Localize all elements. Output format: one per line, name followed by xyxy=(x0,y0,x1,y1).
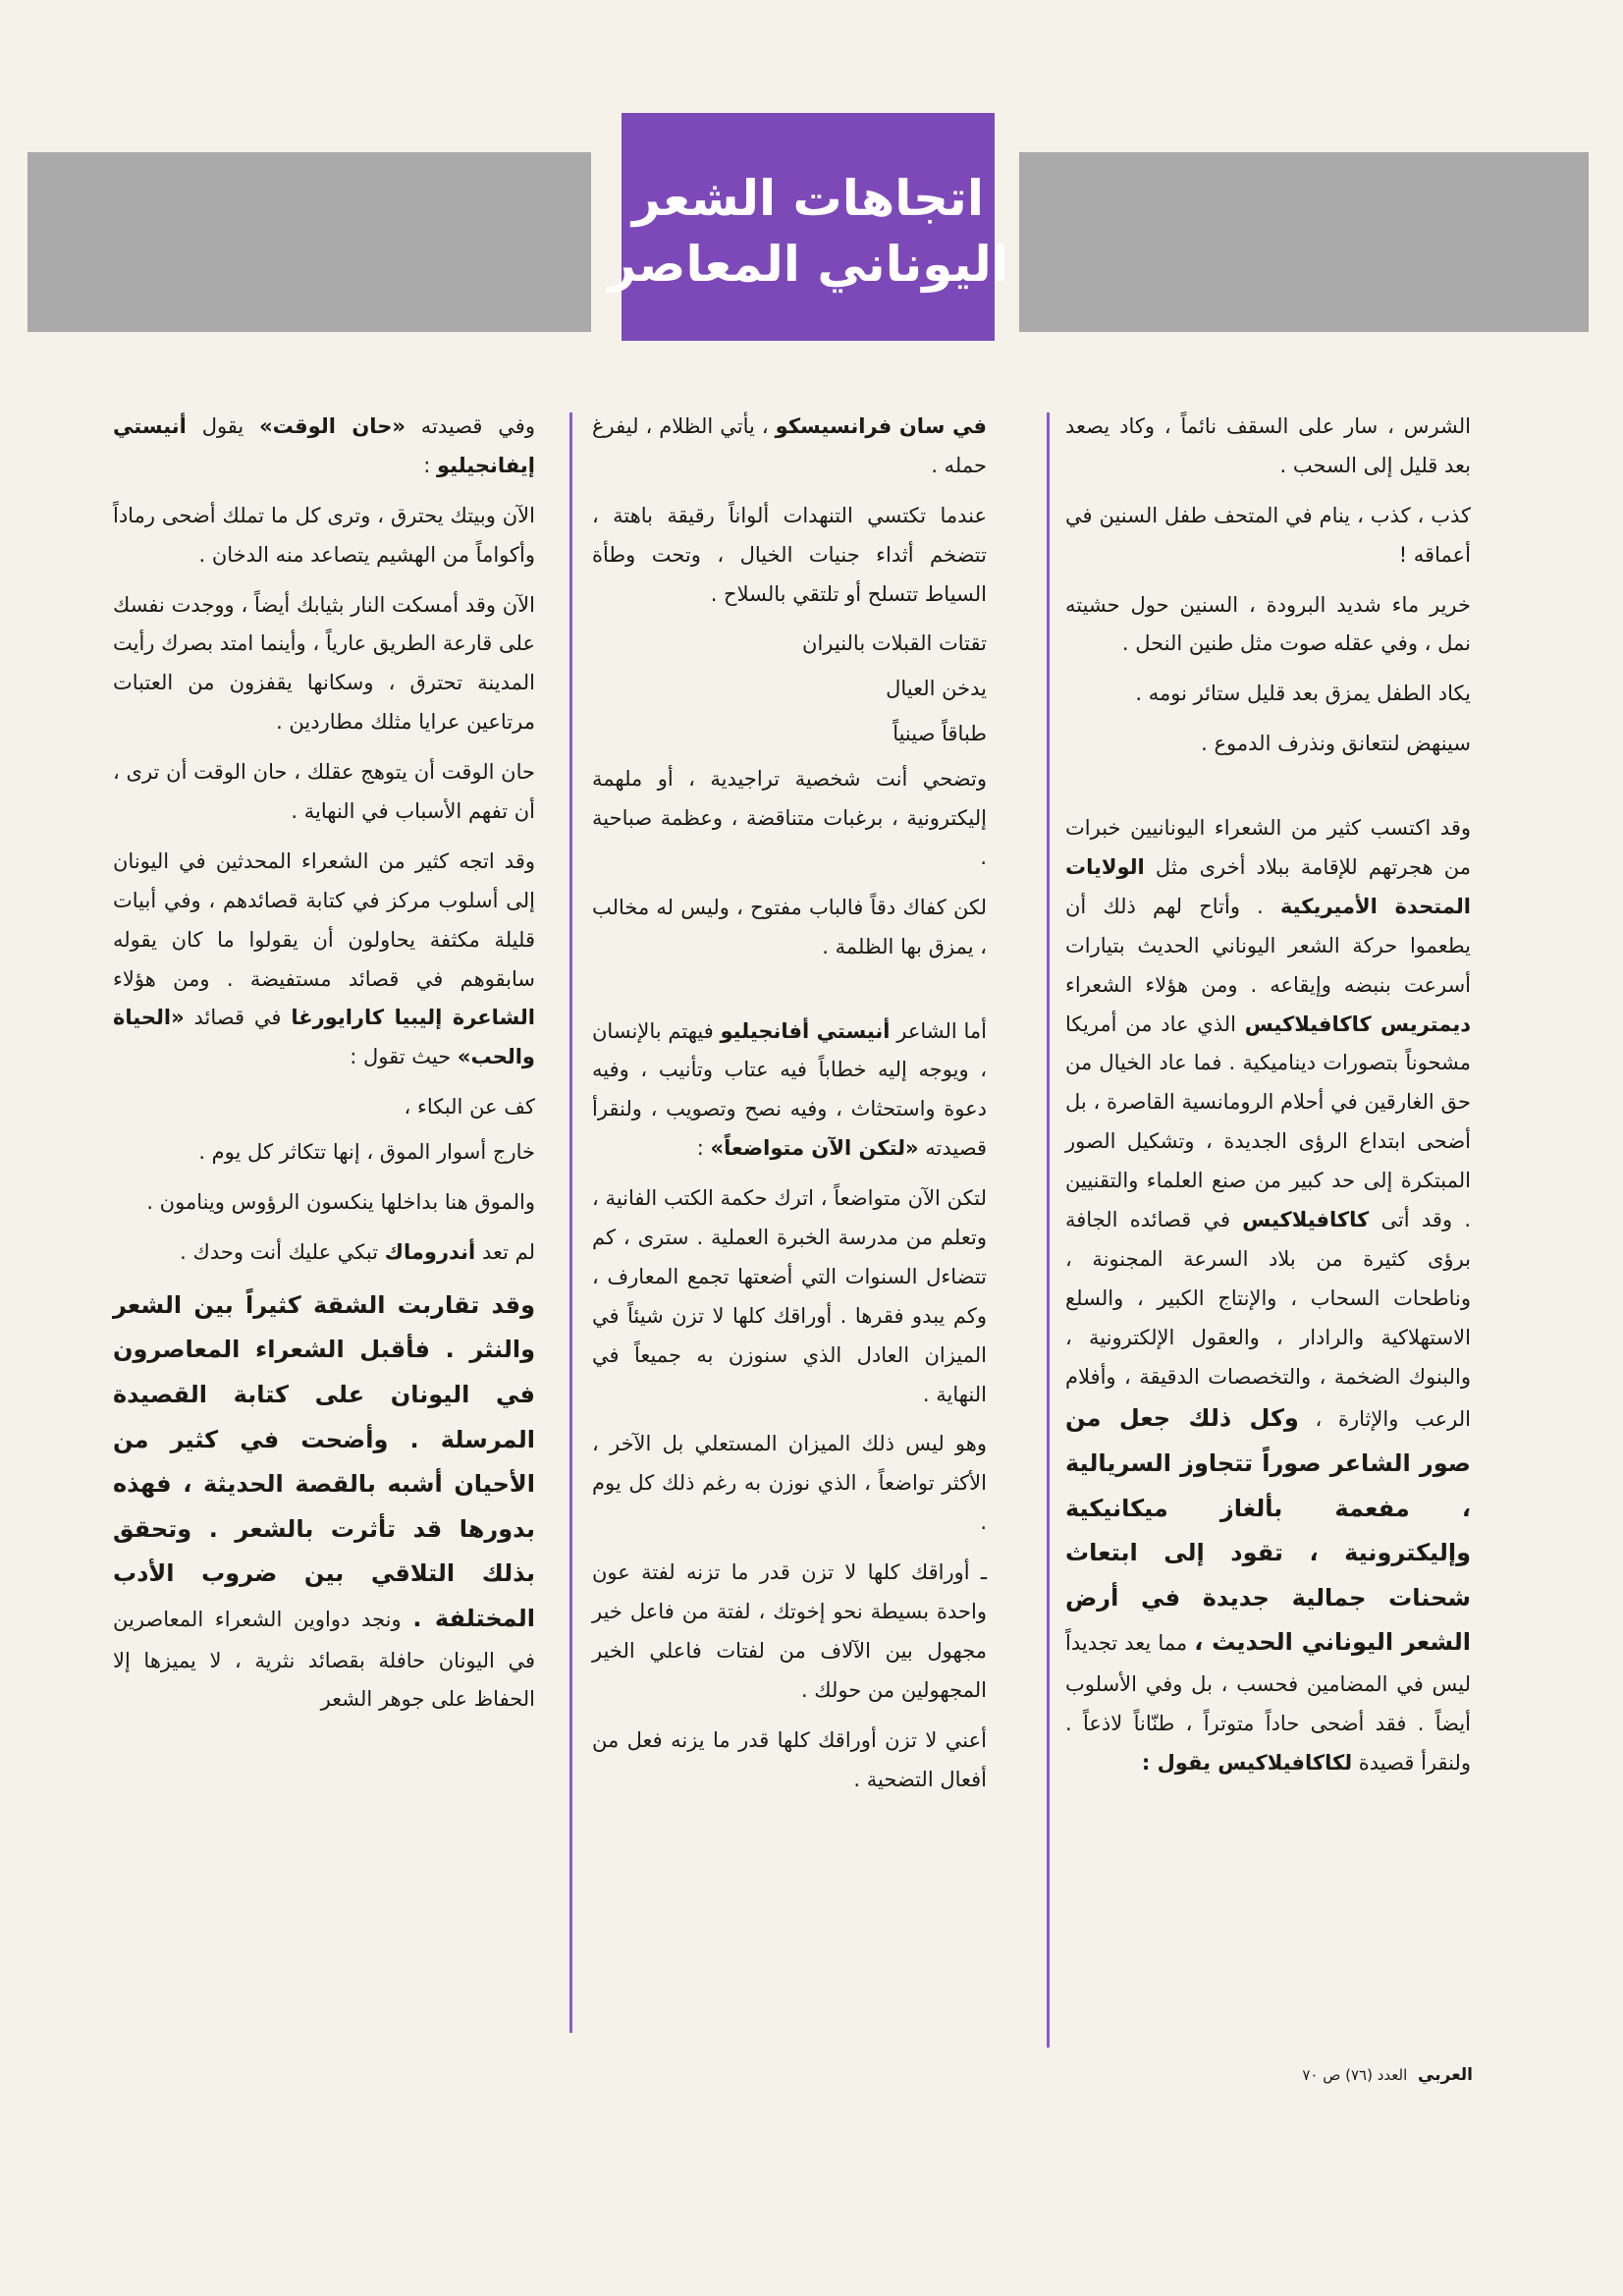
page-title-line-2: اليوناني المعاصر xyxy=(608,236,1008,293)
poem-paragraph: لم تعد أندروماك تبكي عليك أنت وحدك . xyxy=(180,1239,535,1264)
poem-paragraph: الآن وقد أمسكت النار بثيابك أيضاً ، ووجدت نفسك على قارعة الطريق عارياً ، وأينما امتد بصرك رأيت المدينة تحترق ، وسكانها يقفزون من العتبات مرتاعين عرايا مثلك مطاردين . xyxy=(113,592,535,735)
verse-line: كف عن البكاء ، xyxy=(404,1095,535,1120)
poem-paragraph: وتضحي أنت شخصية تراجيدية ، أو ملهمة إليكترونية ، برغبات متناقضة ، وعظمة صباحية . xyxy=(592,767,987,869)
column-divider xyxy=(569,412,572,2033)
emphasized-text: في سان فرانسيسكو xyxy=(775,414,987,438)
article-paragraph-prose-poem: وقد تقاربت الشقة كثيراً بين الشعر والنثر . فأقبل الشعراء المعاصرون في اليونان على كتابة القصيدة المرسلة . وأضحت في كثير من الأحيان أشبه بالقصة الحديثة ، فهذه بدورها قد تأثرت بالشعر . وتحقق بذلك التلاقي بين ضروب الأدب المختلفة . ونجد دواوين الشعراء المعاصرين في اليونان حافلة بقصائد نثرية ، لا يميزها إلا الحفاظ على جوهر الشعر xyxy=(113,1290,535,1712)
page-footer xyxy=(1286,2065,1473,2085)
poem-paragraph: الآن وبيتك يحترق ، وترى كل ما تملك أضحى رماداً وأكواماً من الهشيم يتصاعد منه الدخان . xyxy=(113,503,535,567)
emphasized-text: كاكافيلاكيس xyxy=(1242,1208,1370,1232)
poem-paragraph: أعني لا تزن أوراقك كلها قدر ما يزنه فعل من أفعال التضحية . xyxy=(592,1727,987,1791)
poem-paragraph: والموق هنا بداخلها ينكسون الرؤوس وينامون . xyxy=(146,1190,535,1215)
poem-paragraph: خارج أسوار الموق ، إنها تتكاثر كل يوم . xyxy=(198,1140,535,1165)
emphasized-text: «الحياة والحب» xyxy=(113,1006,535,1069)
issue-info: العدد (٧٦) ص ٧٠ xyxy=(1302,2066,1408,2084)
emphasized-text: أندروماك xyxy=(384,1239,476,1264)
verse-line: تقتات القبلات بالنيران xyxy=(802,631,987,656)
verse-line: طباقاً صينياً xyxy=(893,722,987,746)
emphasized-text: «لتكن الآن متواضعاً» xyxy=(710,1136,919,1161)
poem-paragraph: حان الوقت أن يتوهج عقلك ، حان الوقت أن ترى ، أن تفهم الأسباب في النهاية . xyxy=(113,760,535,824)
article-paragraph-anesti: أما الشاعر أنيستي أفانجيليو فيهتم بالإنسان ، ويوجه إليه خطاباً فيه عتاب وتأنيب ، وفيه دعوة واستحثاث ، وفيه نصح وتصويب ، ولنقرأ قصيدته «لتكن الآن متواضعاً» : xyxy=(592,1018,987,1161)
emphasized-text: ديمتريس كاكافيلاكيس xyxy=(1244,1011,1471,1036)
emphasized-text: «حان الوقت» xyxy=(259,414,406,438)
poem-paragraph: لكن كفاك دقاً فالباب مفتوح ، وليس له مخالب ، يمزق بها الظلمة . xyxy=(592,895,987,958)
poem-fragment: الشرس ، سار على السقف نائماً ، وكاد يصعد بعد قليل إلى السحب . xyxy=(1065,414,1471,477)
poem-fragment: كذب ، كذب ، ينام في المتحف طفل السنين في أعماقه ! xyxy=(1065,503,1471,567)
emphasized-text: أنيستي إيفانجيليو xyxy=(113,414,535,477)
poem-paragraph: وهو ليس ذلك الميزان المستعلي بل الآخر ، الأكثر تواضعاً ، الذي نوزن به رغم ذلك كل يوم . xyxy=(592,1432,987,1535)
article-paragraph-intro: وفي قصيدته «حان الوقت» يقول أنيستي إيفانجيليو : xyxy=(113,414,535,477)
article-paragraph-kakavelakis: وقد اكتسب كثير من الشعراء اليونانيين خبرات من هجرتهم للإقامة ببلاد أخرى مثل الولايات المتحدة الأميريكية . وأتاح لهم ذلك أن يطعموا حركة الشعر اليوناني الحديث بتيارات أسرعت بنبضه وإيقاعه . ومن هؤلاء الشعراء ديمتريس كاكافيلاكيس الذي عاد من أمريكا مشحوناً بتصورات ديناميكية . فما عاد الخيال من حق الغارقين في أحلام الرومانسية القاصرة ، بل أضحى ابتداع الرؤى الجديدة ، وتشكيل الصور المبتكرة إلى حد كبير من صنع العلماء والتقنيين . وقد أتى كاكافيلاكيس في قصائده الجافة برؤى كثيرة من بلاد السرعة المجنونة ، وناطحات السحاب ، والإنتاج الكبير ، والسلع الاستهلاكية والرادار ، والعقول الإلكترونية ، والبنوك الضخمة ، والتخصصات الدقيقة ، وأفلام الرعب والإثارة ، وكل ذلك جعل من صور الشاعر صوراً تتجاوز السريالية ، مفعمة بألغاز ميكانيكية وإليكترونية ، تقود إلى ابتعاث شحنات جمالية جديدة في أرض الشعر اليوناني الحديث ، مما يعد تجديداً ليس في المضامين فحسب ، بل وفي الأسلوب أيضاً . فقد أضحى حاداً متوتراً ، طنّاناً لاذعاً . ولنقرأ قصيدة لكاكافيلاكيس يقول : xyxy=(1065,816,1472,1775)
emphasized-text: الشاعرة إليبيا كارايورغا xyxy=(291,1006,535,1030)
column-right xyxy=(1065,408,1471,1794)
poem-paragraph: لتكن الآن متواضعاً ، اترك حكمة الكتب الفانية ، وتعلم من مدرسة الخبرة العملية . سترى ، كم تتضاءل السنوات التي أضعتها تجمع المعارف ، وكم يبدو فقرها . أوراقك كلها لا تزن شيئاً في الميزان العادل الذي سنوزن به جميعاً في النهاية . xyxy=(592,1186,987,1406)
poem-paragraph: ـ أوراقك كلها لا تزن قدر ما تزنه لفتة عون واحدة بسيطة نحو إخوتك ، لفتة من فاعل خير مجهول بين الآلاف من لفتات فاعلي الخير المجهولين من حولك . xyxy=(592,1560,987,1702)
poem-fragment: خرير ماء شديد البرودة ، السنين حول حشيته نمل ، وفي عقله صوت مثل طنين النحل . xyxy=(1065,592,1471,656)
poem-fragment: سينهض لنتعانق ونذرف الدموع . xyxy=(1201,732,1471,756)
header-gray-bar-left xyxy=(27,152,591,332)
column-left xyxy=(113,408,535,1730)
emphasized-text: الولايات المتحدة الأميريكية xyxy=(1065,855,1471,918)
page-title-line-1: اتجاهات الشعر xyxy=(632,169,984,227)
emphasized-text: أنيستي أفانجيليو xyxy=(720,1018,891,1043)
column-middle xyxy=(592,408,987,1811)
poem-paragraph: في سان فرانسيسكو ، يأتي الظلام ، ليفرغ حمله . xyxy=(592,414,987,477)
emphasized-text: وكل ذلك جعل من صور الشاعر صوراً تتجاوز السريالية ، مفعمة بألغاز ميكانيكية وإليكترونية ، تقود إلى ابتعاث شحنات جمالية جديدة في أرض الشعر اليوناني الحديث ، xyxy=(1065,1404,1471,1657)
poem-paragraph: عندما تكتسي التنهدات ألواناً رقيقة باهتة ، تتضخم أثداء جنيات الخيال ، وتحت وطأة السياط تتسلح أو تلتقي بالسلاح . xyxy=(592,503,987,606)
article-paragraph-karayorga: وقد اتجه كثير من الشعراء المحدثين في اليونان إلى أسلوب مركز في كتابة قصائدهم ، وفي أبيات قليلة مكثفة يحاولون أن يقولوا ما كان يقوله سابقوهم في قصائد مستفيضة . ومن هؤلاء الشاعرة إليبيا كارايورغا في قصائد «الحياة والحب» حيث تقول : xyxy=(113,848,535,1069)
header-gray-bar-right xyxy=(1019,152,1589,332)
poem-fragment: يكاد الطفل يمزق بعد قليل ستائر نومه . xyxy=(1135,682,1471,706)
verse-line: يدخن العيال xyxy=(886,677,987,701)
magazine-logo: العربي xyxy=(1418,2065,1473,2085)
column-divider xyxy=(1047,412,1050,2048)
emphasized-text: لكاكافيلاكيس يقول : xyxy=(1141,1750,1353,1775)
emphasized-text: وقد تقاربت الشقة كثيراً بين الشعر والنثر . فأقبل الشعراء المعاصرون في اليونان على كتابة القصيدة المرسلة . وأضحت في كثير من الأحيان أشبه بالقصة الحديثة ، فهذه بدورها قد تأثرت بالشعر . وتحقق بذلك التلاقي بين ضروب الأدب المختلفة . xyxy=(113,1290,535,1632)
title-box xyxy=(608,113,1008,341)
